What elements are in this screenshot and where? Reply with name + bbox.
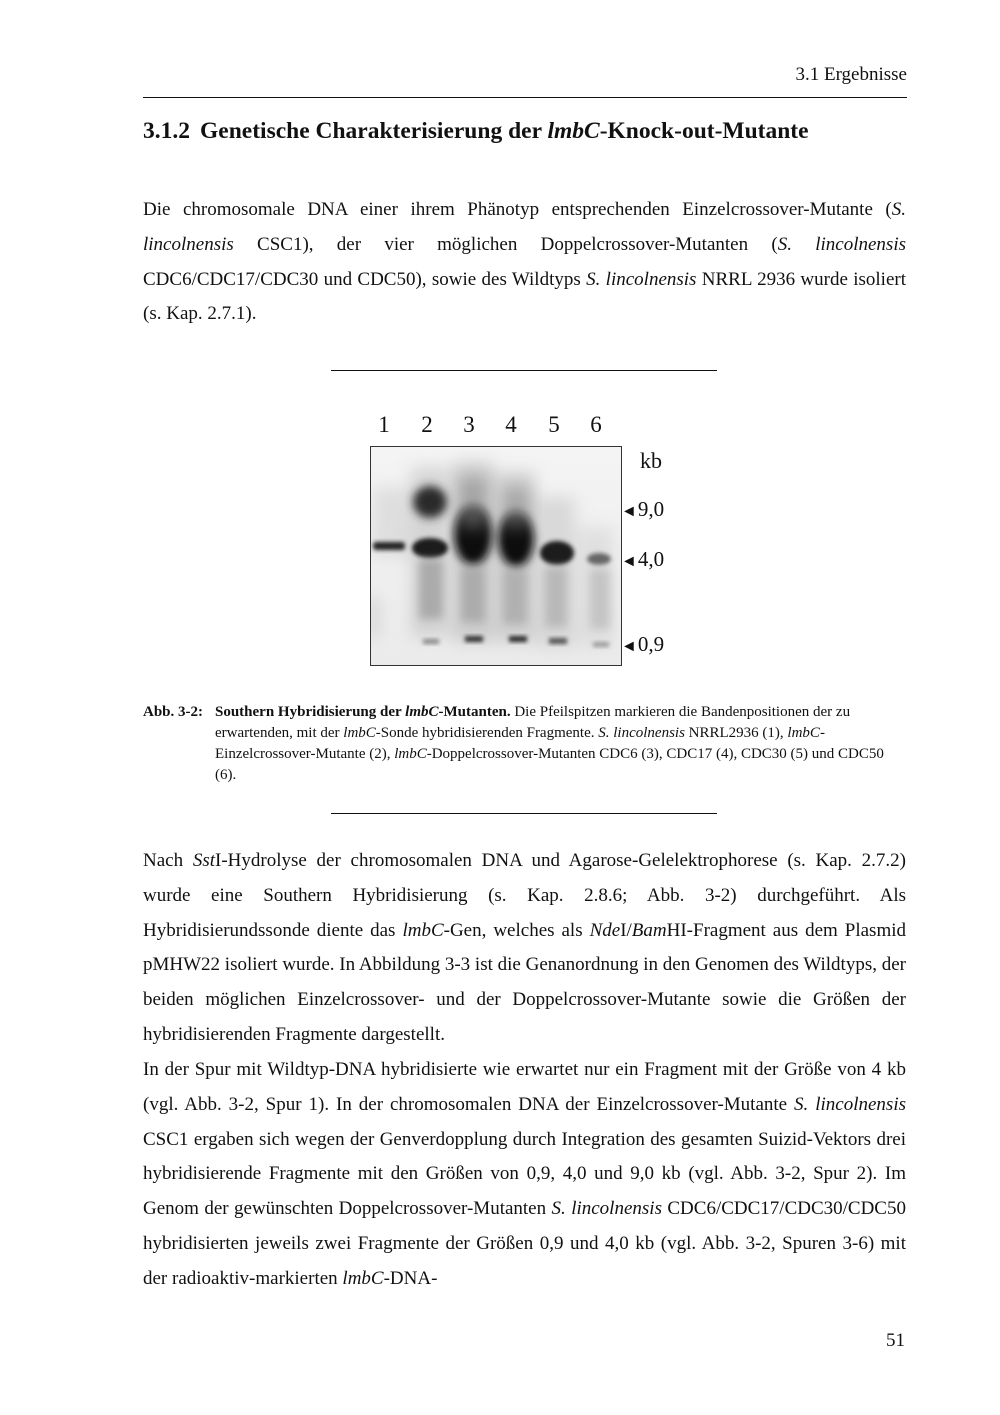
p1-text-4: NRRL 2936 wurde isoliert (s. Kap. 2.7.1).	[143, 268, 906, 325]
section-title-post: -Knock-out-Mutante	[599, 118, 809, 144]
p1-text-1: Die chromosomale DNA einer ihrem Phänotyp entsprechenden Einzelcrossover-Mutante (	[143, 199, 892, 220]
marker-0.9kb	[621, 632, 664, 657]
lane-5-band-4kb	[540, 541, 574, 565]
caption-gene-3: lmbC	[394, 746, 427, 762]
caption-text-2: -Sonde hybridisierenden Fragmente.	[375, 725, 599, 741]
p3-text-3: CDC6/CDC17/CDC30/CDC50 hybridisierten jeweils zwei Fragmente der Größen 0,9 und 4,0 kb (vgl. Abb. 3-2, Spuren 3-6) mit der radioaktiv-markierten	[143, 1198, 906, 1289]
p1-text-3: CDC6/CDC17/CDC30 und CDC50), sowie des Wildtyps	[143, 268, 587, 290]
p1-species-3: S. lincolnensis	[586, 268, 697, 290]
figure-rule-top	[331, 370, 717, 371]
size-unit-label: kb	[640, 448, 662, 473]
lane-6-band-0.9kb	[593, 642, 609, 647]
arrowhead-icon: ◄	[621, 638, 637, 655]
caption-label: Abb. 3-2:	[143, 704, 204, 720]
arrowhead-icon: ◄	[621, 503, 637, 520]
paragraph-method	[143, 844, 906, 1053]
lane-3-band-0.9kb	[465, 636, 483, 642]
lane-6-band-4kb	[587, 553, 611, 565]
section-title-gene: lmbC	[547, 118, 600, 144]
marker-9kb-label: 9,0	[637, 497, 665, 521]
marker-4kb-label: 4,0	[637, 547, 665, 571]
p3-text-1: In der Spur mit Wildtyp-DNA hybridisierte wie erwartet nur ein Fragment mit der Größe von 4 kb (vgl. Abb. 3-2, Spur 1). In der chromosomalen DNA der Einzelcrossover-Mutante	[143, 1059, 906, 1115]
lane-label-4: 4	[505, 412, 517, 437]
caption-title-gene: lmbC	[405, 704, 439, 720]
p3-text-2: CSC1 ergaben sich wegen der Genverdopplung durch Integration des gesamten Suizid-Vektors drei hybridisierende Fragmente mit den Größen von 0,9, 4,0 und 9,0 kb (vgl. Abb. 3-2, Spur 2). Im Genom der gewünschten Doppelcrossover-Mutanten	[143, 1128, 906, 1220]
header-rule	[143, 97, 907, 98]
section-title-pre: Genetische Charakterisierung der	[200, 118, 548, 144]
p2-gene: lmbC	[402, 919, 444, 941]
section-title	[143, 118, 809, 145]
lane-1-bands	[373, 542, 405, 550]
p2-text-3: -Gen, welches als	[443, 919, 590, 941]
lane-label-1: 1	[378, 412, 390, 437]
southern-blot-gel	[370, 446, 622, 666]
page-number: 51	[886, 1330, 905, 1351]
lane-4-band-0.9kb	[509, 636, 527, 642]
p2-text-2: I-Hydrolyse der chromosomalen DNA und Agarose-Gelelektrophorese (s. Kap. 2.7.2) wurde eine Southern Hybridisierung (s. Kap. 2.8.6; Abb. 3-2) durchgeführt. Als Hybridisierundssonde diente das	[143, 850, 906, 941]
lane-5-band-0.9kb	[549, 638, 567, 644]
p3-text-4: -DNA-	[383, 1267, 438, 1289]
p1-text-2: CSC1), der vier möglichen Doppelcrossover-Mutanten (	[233, 233, 778, 255]
p2-enzyme-bam: Bam	[631, 919, 667, 941]
caption-text-3: NRRL2936 (1),	[684, 725, 788, 741]
lane-label-5: 5	[548, 412, 560, 437]
lane-2-band-0.9kb	[423, 639, 439, 644]
lane-2-band-9kb	[413, 486, 447, 518]
figure-rule-bottom	[331, 813, 717, 814]
p2-text-4: I/	[620, 919, 632, 941]
lane-label-2: 2	[421, 412, 433, 437]
lane-labels	[372, 412, 626, 442]
caption-text-4: -Einzelcrossover-Mutante (2),	[215, 725, 825, 762]
marker-0.9kb-label: 0,9	[637, 632, 665, 656]
p3-species-1: S. lincolnensis	[794, 1093, 907, 1115]
caption-title-post: -Mutanten.	[438, 704, 511, 720]
lane-label-6: 6	[590, 412, 602, 437]
p2-enzyme-nde: Nde	[589, 919, 621, 941]
gel-image	[371, 447, 621, 665]
p1-species-2: S. lincolnensis	[777, 233, 906, 255]
arrowhead-icon: ◄	[621, 553, 637, 570]
p2-text-5: HI-Fragment aus dem Plasmid pMHW22 isoliert wurde. In Abbildung 3-3 ist die Genanordnung in den Genomen des Wildtyps, der beiden möglichen Einzelcrossover- und der Doppelcrossover-Mutante sowie die Größen der hybridisierenden Fragmente dargestellt.	[143, 919, 907, 1045]
caption-text-1: Die Pfeilspitzen markieren die Bandenpositionen der zu erwartenden, mit der	[215, 704, 851, 741]
caption-text-5: -Doppelcrossover-Mutanten CDC6 (3), CDC17 (4), CDC30 (5) und CDC50 (6).	[215, 746, 884, 783]
caption-text	[215, 702, 903, 786]
section-number: 3.1.2	[143, 118, 190, 144]
p2-text-1: Nach	[143, 850, 193, 871]
caption-title-pre: Southern Hybridisierung der	[215, 704, 406, 720]
marker-4kb	[621, 547, 664, 572]
p1-species-1: S. lincolnensis	[143, 199, 906, 255]
p2-enzyme-sst: Sst	[192, 850, 216, 871]
lane-label-3: 3	[463, 412, 475, 437]
caption-gene-1: lmbC	[343, 725, 376, 741]
p3-species-2: S. lincolnensis	[551, 1198, 662, 1220]
p3-gene: lmbC	[342, 1267, 384, 1289]
running-head: 3.1 Ergebnisse	[795, 64, 907, 85]
caption-gene-2: lmbC	[787, 725, 820, 741]
lane-2-band-4kb	[412, 538, 448, 558]
caption-species: S. lincolnensis	[598, 725, 685, 741]
paragraph-results	[143, 1053, 906, 1297]
caption-title	[215, 704, 511, 720]
marker-9kb	[621, 497, 664, 522]
paragraph-intro	[143, 193, 906, 332]
figure-caption	[143, 702, 903, 786]
lane-1-band-4kb	[373, 542, 405, 550]
